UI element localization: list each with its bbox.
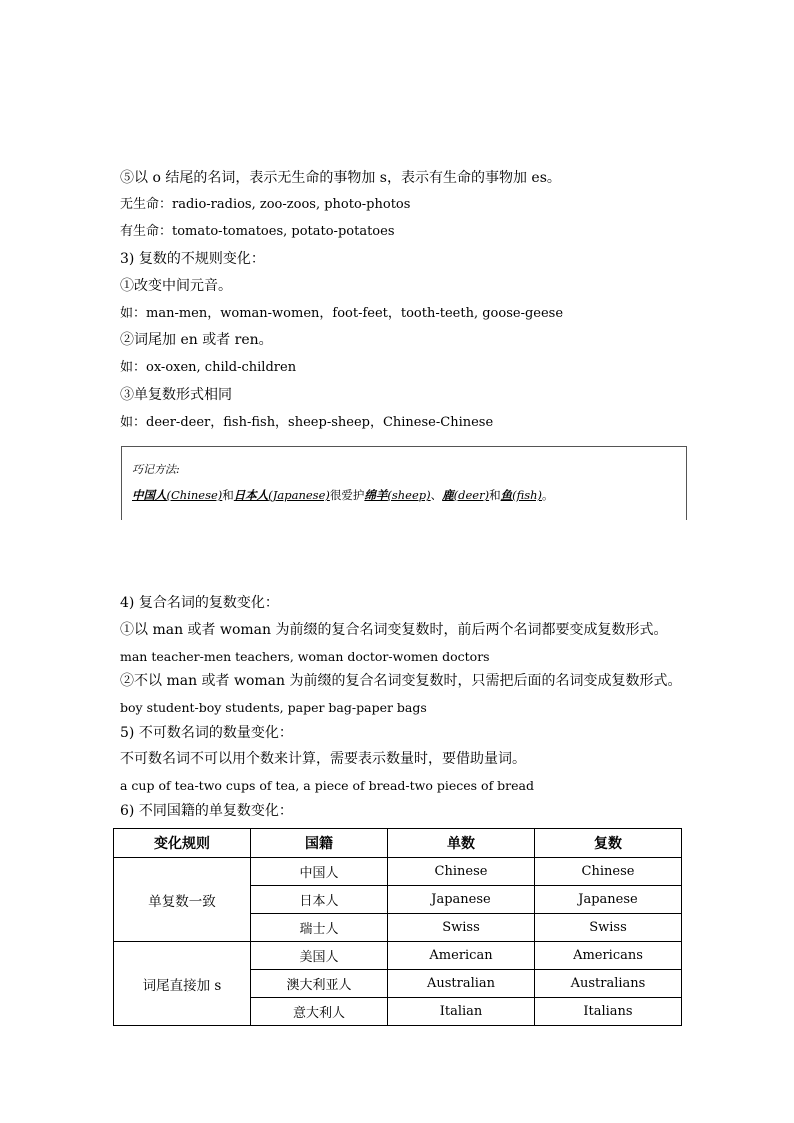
- tip-connector: 、: [430, 488, 443, 502]
- tip-connector: 和: [222, 488, 234, 502]
- header-nationality: 国籍: [251, 829, 388, 858]
- singular-cell: Japanese: [388, 886, 535, 914]
- tip-word-japanese-en: (Japanese): [268, 488, 330, 502]
- heading-uncountable: 5) 不可数名词的数量变化：: [120, 725, 293, 741]
- example-uncountable: a cup of tea-two cups of tea, a piece of bread-two pieces of bread: [120, 778, 535, 793]
- plural-cell: Chinese: [535, 858, 682, 886]
- table-row: [114, 858, 682, 886]
- rule-cell-same: 单复数一致: [114, 858, 251, 942]
- nationality-cell: 澳大利亚人: [251, 970, 388, 998]
- nationality-table: [113, 828, 682, 1026]
- memory-tip-box: [121, 446, 687, 520]
- singular-cell: Swiss: [388, 914, 535, 942]
- plural-cell: Americans: [535, 942, 682, 970]
- singular-cell: Australian: [388, 970, 535, 998]
- tip-word-chinese-en: (Chinese): [166, 488, 223, 502]
- header-rule: 变化规则: [114, 829, 251, 858]
- nationality-cell: 美国人: [251, 942, 388, 970]
- tip-word-fish: 鱼: [500, 488, 513, 502]
- tip-word-sheep-en: (sheep): [387, 488, 431, 502]
- tip-word-sheep: 绵羊: [364, 488, 388, 502]
- memory-tip-title: 巧记方法:: [132, 463, 180, 476]
- tip-connector: 很爱护: [329, 488, 365, 502]
- table-row: [114, 942, 682, 970]
- rule-o-ending: ⑤以 o 结尾的名词，表示无生命的事物加 s，表示有生命的事物加 es。: [120, 170, 561, 186]
- tip-word-japanese-people: 日本人: [233, 488, 269, 502]
- example-non-prefix: boy student-boy students, paper bag-paper bags: [120, 700, 427, 715]
- rule-same-form: ③单复数形式相同: [120, 387, 232, 403]
- example-same-form: 如：deer-deer，fish-fish，sheep-sheep，Chinese-Chinese: [120, 415, 494, 430]
- rule-en-ren: ②词尾加 en 或者 ren。: [120, 332, 273, 348]
- nationality-cell: 瑞士人: [251, 914, 388, 942]
- nationality-cell: 日本人: [251, 886, 388, 914]
- tip-connector: 和: [489, 488, 501, 502]
- rule-man-woman-prefix: ①以 man 或者 woman 为前缀的复合名词变复数时，前后两个名词都要变成复数形式。: [120, 622, 668, 638]
- plural-cell: Swiss: [535, 914, 682, 942]
- example-animate: 有生命：tomato-tomatoes, potato-potatoes: [120, 224, 395, 239]
- rule-vowel-change: ①改变中间元音。: [120, 278, 232, 294]
- example-man-woman-prefix: man teacher-men teachers, woman doctor-women doctors: [120, 649, 490, 664]
- singular-cell: Chinese: [388, 858, 535, 886]
- rule-cell-add-s: 词尾直接加 s: [114, 942, 251, 1026]
- tip-word-chinese-people: 中国人: [132, 488, 167, 502]
- example-en-ren: 如：ox-oxen, child-children: [120, 360, 297, 375]
- memory-tip-text: [132, 487, 554, 503]
- header-singular: 单数: [388, 829, 535, 858]
- rule-non-prefix: ②不以 man 或者 woman 为前缀的复合名词变复数时，只需把后面的名词变成复数形式。: [120, 673, 682, 689]
- heading-compound-nouns: 4) 复合名词的复数变化：: [120, 595, 279, 611]
- rule-uncountable: 不可数名词不可以用个数来计算，需要表示数量时，要借助量词。: [120, 751, 526, 767]
- heading-irregular-plurals: 3) 复数的不规则变化：: [120, 251, 265, 267]
- tip-word-deer: 鹿: [442, 488, 454, 502]
- example-inanimate: 无生命：radio-radios, zoo-zoos, photo-photos: [120, 197, 411, 212]
- nationality-cell: 意大利人: [251, 998, 388, 1026]
- tip-word-fish-en: (fish): [512, 488, 543, 502]
- plural-cell: Japanese: [535, 886, 682, 914]
- tip-end: 。: [542, 488, 554, 502]
- plural-cell: Australians: [535, 970, 682, 998]
- tip-word-deer-en: (deer): [453, 488, 490, 502]
- nationality-cell: 中国人: [251, 858, 388, 886]
- table-header-row: [114, 829, 682, 858]
- singular-cell: Italian: [388, 998, 535, 1026]
- plural-cell: Italians: [535, 998, 682, 1026]
- heading-nationalities: 6) 不同国籍的单复数变化：: [120, 803, 293, 819]
- header-plural: 复数: [535, 829, 682, 858]
- singular-cell: American: [388, 942, 535, 970]
- example-vowel-change: 如：man-men，woman-women，foot-feet，tooth-teeth, goose-geese: [120, 306, 564, 321]
